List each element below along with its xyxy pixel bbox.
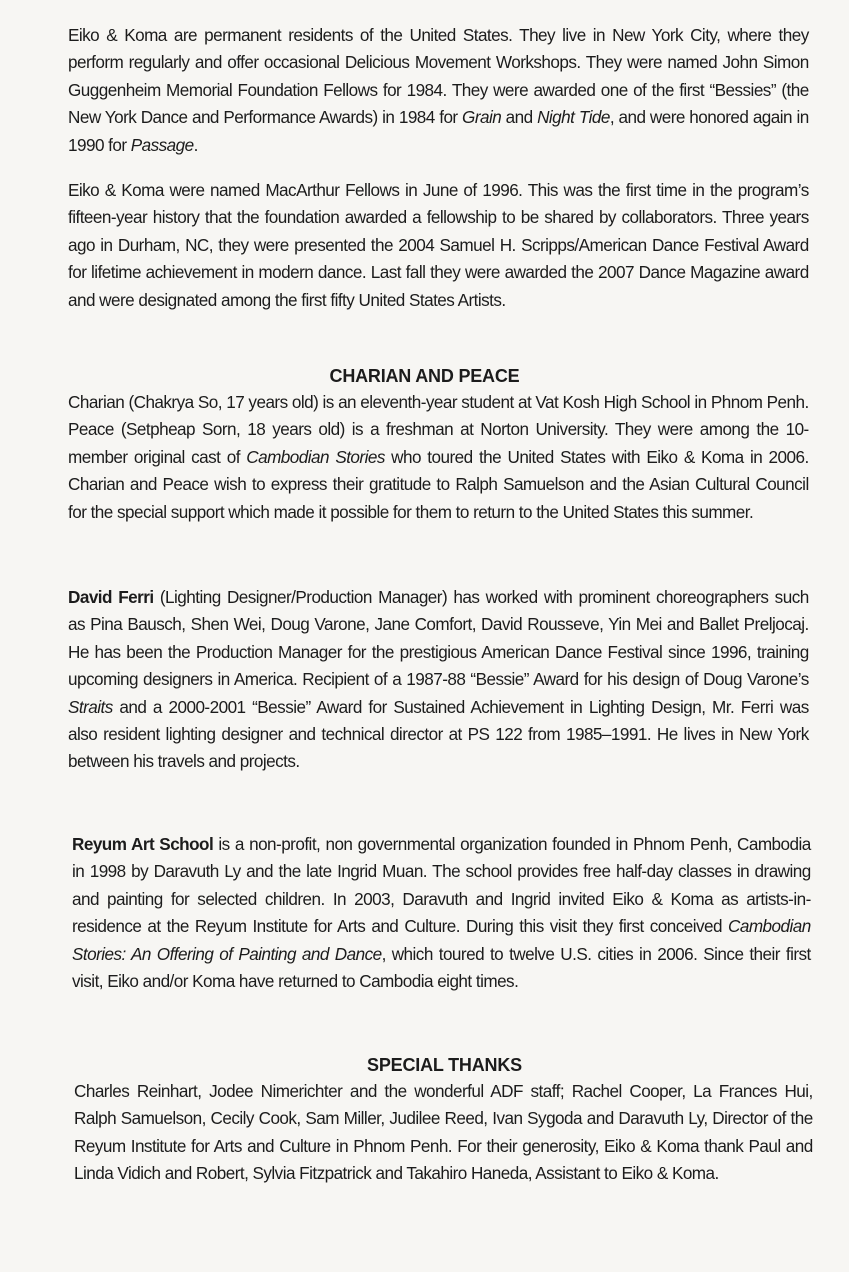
- text-run: who toured the United States with Eiko & Koma in 2006. Charian and Peace wish to express their gratitude to Ralph Samuelson and the Asian Cultural Council for the special support which made it possible for them to return to the United States this summer.: [68, 446, 809, 522]
- text-run: , which toured to twelve U.S. cities in 2006. Since their first visit, Eiko and/or Koma have returned to Cambodia eight times.: [72, 943, 811, 992]
- work-title-cambodian-stories-offering: Cambodian Stories: An Offering of Painting and Dance: [72, 916, 811, 964]
- text-run: Eiko & Koma are permanent residents of the United States. They live in New York City, where they perform regularly and offer occasional Delicious Movement Workshops. They were named John Simon Guggenheim Memorial Foundation Fellows for 1984. They were awarded one of the first “Bessies” (the New York Dance and Performance Awards) in 1984 for: [68, 25, 809, 128]
- reyum-paragraph: [72, 831, 811, 995]
- text-run: Charian (Chakrya So, 17 years old) is an eleventh-year student at Vat Kosh High School in Phnom Penh. Peace (Setpheap Sorn, 18 years old) is a freshman at Norton University. They were among the 10-member original cast of: [68, 392, 809, 467]
- charian-peace-paragraph: [68, 389, 809, 526]
- reyum-name: Reyum Art School: [72, 834, 214, 854]
- work-title-night-tide: Night Tide: [537, 107, 610, 128]
- text-run: is a non-profit, non governmental organization founded in Phnom Penh, Cambodia in 1998 by Daravuth Ly and the late Ingrid Muan. The school provides free half-day classes in drawing and painting for selected children. In 2003, Daravuth and Ingrid invited Eiko & Koma as artists-in-residence at the Reyum Institute for Arts and Culture. During this visit they first conceived: [72, 834, 811, 937]
- text-run: , and were honored again in 1990 for: [68, 107, 809, 155]
- eiko-koma-paragraph-1: [68, 22, 809, 159]
- text-run: .: [193, 134, 198, 155]
- text-run: (Lighting Designer/Production Manager) has worked with prominent choreographers such as Pina Bausch, Shen Wei, Doug Varone, Jane Comfort, David Rousseve, Yin Mei and Ballet Preljocaj. He has been the Production Manager for the prestigious American Dance Festival since 1996, training upcoming designers in America. Recipient of a 1987-88 “Bessie” Award for his design of Doug Varone’s: [68, 587, 809, 690]
- work-title-straits: Straits: [68, 696, 113, 717]
- david-ferri-name: David Ferri: [68, 587, 154, 607]
- work-title-passage: Passage: [130, 134, 194, 155]
- special-thanks-heading: SPECIAL THANKS: [367, 1055, 522, 1075]
- work-title-grain: Grain: [462, 107, 502, 128]
- david-ferri-paragraph: [68, 584, 809, 776]
- text-run: and: [501, 107, 538, 128]
- eiko-koma-paragraph-2: Eiko & Koma were named MacArthur Fellows in June of 1996. This was the first time in the program’s fifteen-year history that the foundation awarded a fellowship to be shared by collaborators. Three years ago in Durham, NC, they were presented the 2004 Samuel H. Scripps/American Dance Festival Award for lifetime achievement in modern dance. Last fall they were awarded the 2007 Dance Magazine award and were designated among the first fifty United States Artists.: [68, 180, 809, 310]
- work-title-cambodian-stories: Cambodian Stories: [246, 446, 385, 467]
- charian-peace-heading: CHARIAN AND PEACE: [329, 366, 520, 386]
- text-run: and a 2000-2001 “Bessie” Award for Sustained Achievement in Lighting Design, Mr. Ferri was also resident lighting designer and technical director at PS 122 from 1985–1991. He lives in New York between his travels and projects.: [68, 696, 809, 772]
- special-thanks-paragraph: Charles Reinhart, Jodee Nimerichter and the wonderful ADF staff; Rachel Cooper, La Frances Hui, Ralph Samuelson, Cecily Cook, Sam Miller, Judilee Reed, Ivan Sygoda and Daravuth Ly, Director of the Reyum Institute for Arts and Culture in Phnom Penh. For their generosity, Eiko & Koma thank Paul and Linda Vidich and Robert, Sylvia Fitzpatrick and Takahiro Haneda, Assistant to Eiko & Koma.: [74, 1081, 813, 1184]
